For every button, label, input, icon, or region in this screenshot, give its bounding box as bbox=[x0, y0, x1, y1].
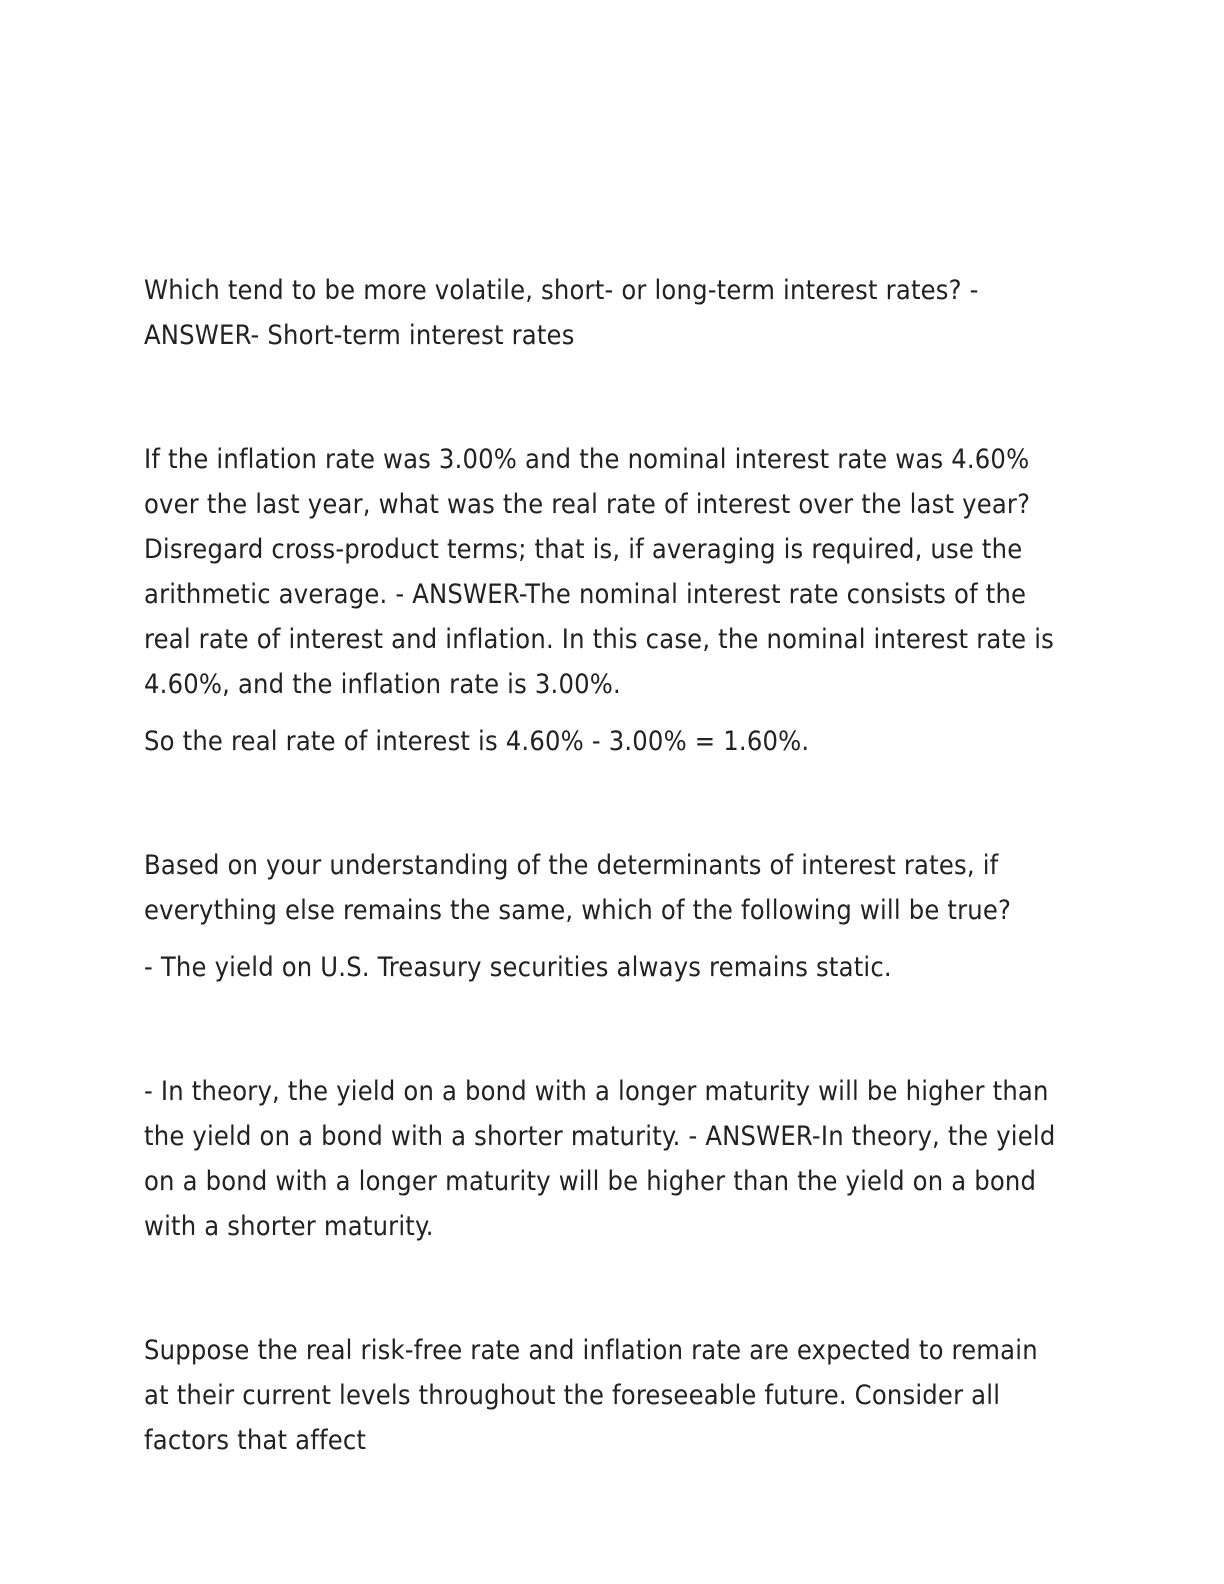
paragraph-question-real-rate: If the inflation rate was 3.00% and the nominal interest rate was 4.60% over the last year, what was the real rate of interest over the last year? Disregard cross-product terms; that is, if averaging is required, use the arithmetic average. - ANSWER-The nominal interest rate consists of the real rate of interest and inflation. In this case, the nominal interest rate is 4.60%, and the inflation rate is 3.00%. bbox=[144, 444, 1055, 700]
paragraph-question-risk-free: Suppose the real risk-free rate and inflation rate are expected to remain at their current levels throughout the foreseeable future. Consider all factors that affect bbox=[144, 1335, 1038, 1456]
document-body bbox=[144, 268, 1064, 1463]
paragraph-option-treasury: - The yield on U.S. Treasury securities always remains static. bbox=[144, 952, 892, 983]
paragraph-option-maturity-answer: - In theory, the yield on a bond with a longer maturity will be higher than the yield on a bond with a shorter maturity. - ANSWER-In theory, the yield on a bond with a longer maturity will be higher than the yield on a bond with a shorter maturity. bbox=[144, 1076, 1056, 1242]
paragraph-question-volatility: Which tend to be more volatile, short- or long-term interest rates? - ANSWER- Short-term interest rates bbox=[144, 275, 979, 351]
paragraph-question-determinants: Based on your understanding of the determinants of interest rates, if everything else remains the same, which of the following will be true? bbox=[144, 850, 1012, 926]
paragraph-real-rate-result: So the real rate of interest is 4.60% - 3.00% = 1.60%. bbox=[144, 726, 810, 757]
